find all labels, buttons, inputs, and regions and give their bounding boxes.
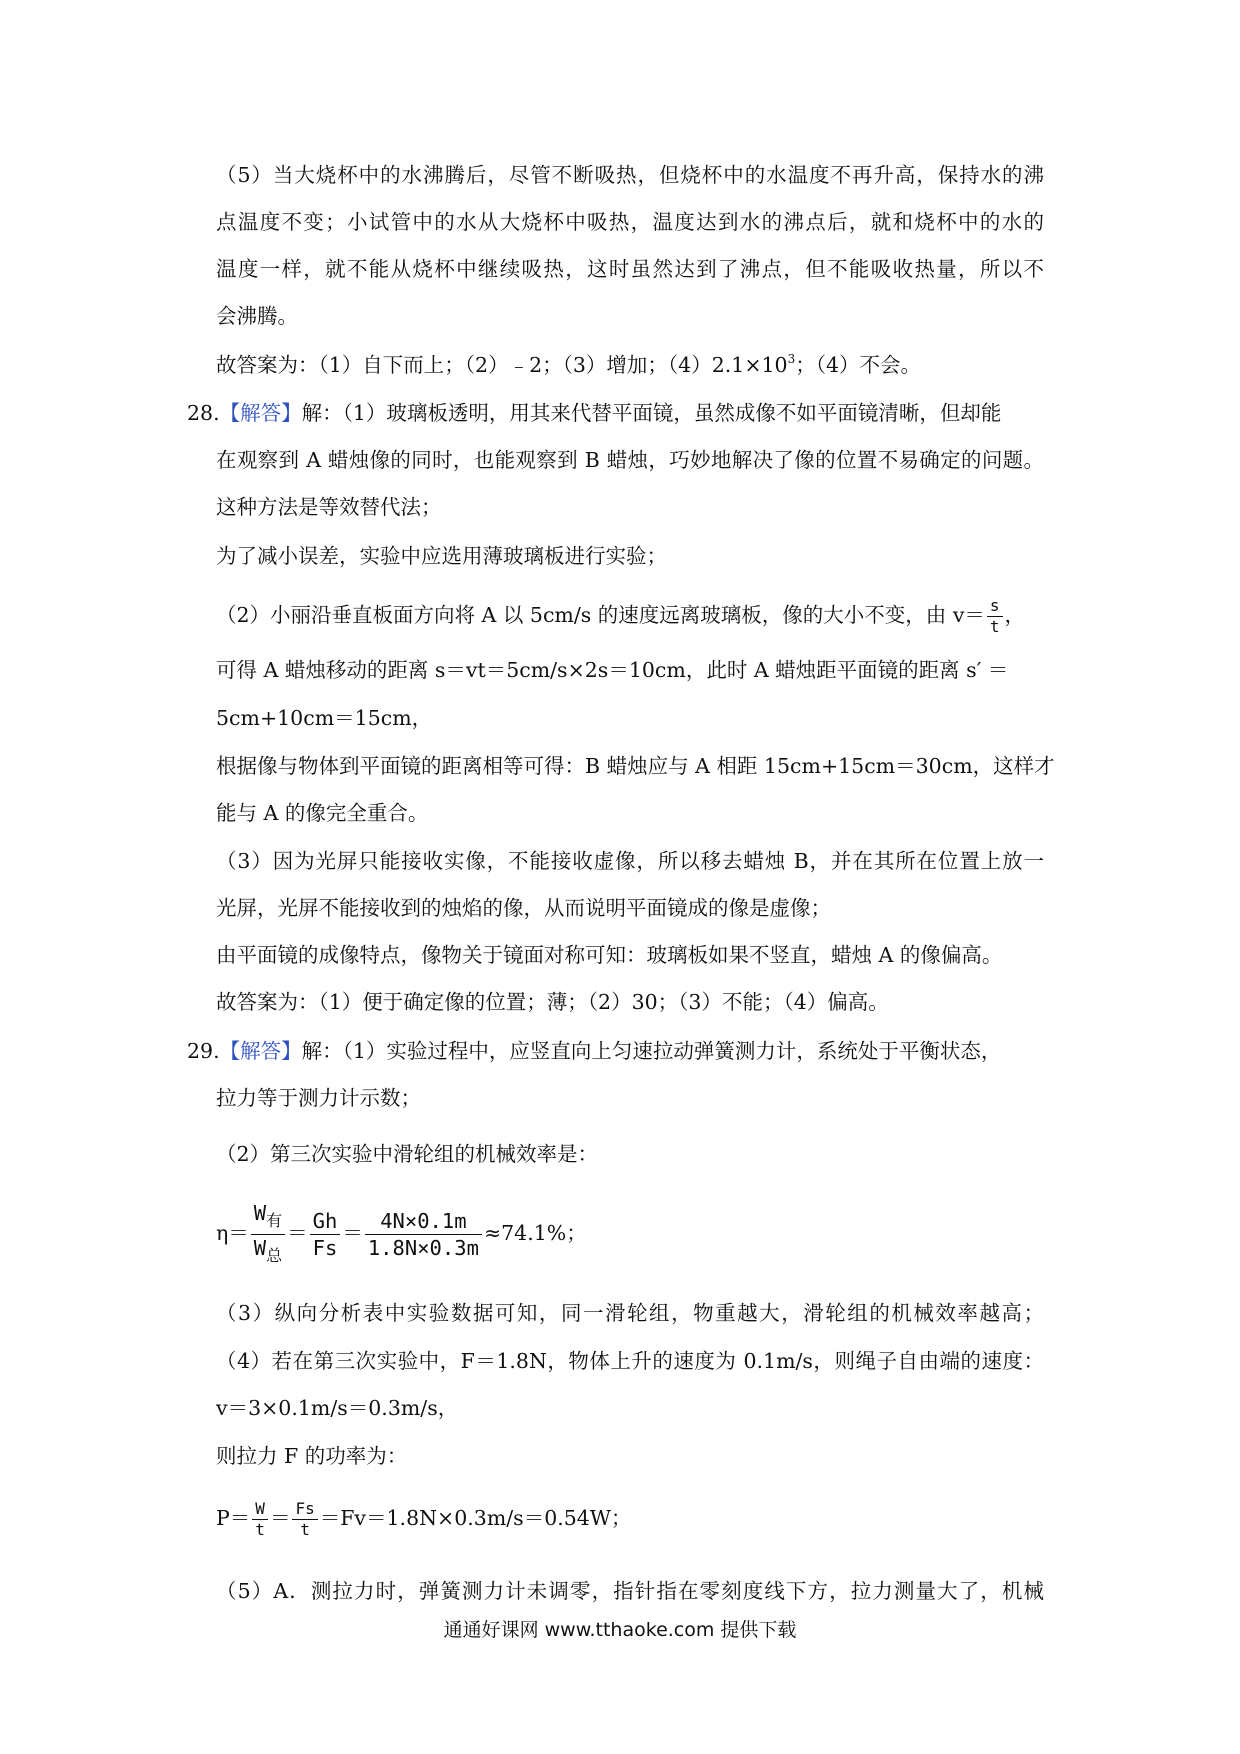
work-symbol: W [253, 1236, 267, 1260]
q29-line2: 拉力等于测力计示数； [216, 1086, 421, 1110]
work-symbol: W [253, 1201, 267, 1225]
q27-answer [216, 350, 921, 380]
q28-line12: 由平面镜的成像特点，像物关于镜面对称可知：玻璃板如果不竖直，蜡烛 A 的像偏高。 [216, 943, 1003, 967]
q29-line6: v＝3×0.1m/s＝0.3m/s， [216, 1396, 459, 1420]
q27-answer-exponent: 3 [787, 352, 796, 366]
total-subscript: 总 [266, 1246, 283, 1265]
answer-tag: 【解答】 [219, 401, 302, 425]
q28-line1 [187, 398, 1044, 428]
q27-part5-line4: 会沸腾。 [216, 304, 298, 328]
q27-part5-line3: 温度一样，就不能从烧杯中继续吸热，这时虽然达到了沸点，但不能吸收热量，所以不 [216, 257, 1044, 281]
q29-line3: （2）第三次实验中滑轮组的机械效率是： [216, 1142, 599, 1166]
fraction-denominator: t [255, 1520, 265, 1539]
page-footer: 通通好课网 www.tthaoke.com 提供下载 [443, 1619, 797, 1641]
q28-line9: 能与 A 的像完全重合。 [216, 801, 429, 825]
power-result: ＝Fv＝1.8N×0.3m/s＝0.54W； [319, 1506, 632, 1530]
q29-line7: 则拉力 F 的功率为： [216, 1444, 408, 1468]
fraction-numerator: Fs [292, 1499, 317, 1520]
q28-line13: 故答案为：（1）便于确定像的位置；薄；（2）30；（3）不能；（4）偏高。 [216, 990, 889, 1014]
equals-sign: ＝ [342, 1221, 363, 1245]
q29-line8: （5）A．测拉力时，弹簧测力计未调零，指针指在零刻度线下方，拉力测量大了，机械 [216, 1579, 1044, 1603]
fraction-denominator: t [300, 1520, 310, 1539]
fraction-numerator: s [987, 596, 1003, 617]
useful-subscript: 有 [266, 1211, 283, 1230]
efficiency-fraction-gh-fs [310, 1208, 341, 1261]
q28-line4: 为了减小误差，实验中应选用薄玻璃板进行实验； [216, 544, 667, 568]
q28-line8: 根据像与物体到平面镜的距离相等可得：B 蜡烛应与 A 相距 15cm+15cm＝30cm，这样才 [216, 754, 1055, 778]
q28-line5-text: （2）小丽沿垂直板面方向将 A 以 5cm/s 的速度远离玻璃板，像的大小不变，由 v＝ [216, 603, 985, 627]
q27-answer-tail: ；（4）不会。 [795, 353, 922, 377]
q29-line1-text: 解：（1）实验过程中，应竖直向上匀速拉动弹簧测力计，系统处于平衡状态， [301, 1039, 1002, 1063]
q28-line2: 在观察到 A 蜡烛像的同时，也能观察到 B 蜡烛，巧妙地解决了像的位置不易确定的问题。 [216, 448, 1044, 472]
q29-line4: （3）纵向分析表中实验数据可知，同一滑轮组，物重越大，滑轮组的机械效率越高； [216, 1301, 1044, 1325]
q28-line6: 可得 A 蜡烛移动的距离 s＝vt＝5cm/s×2s＝10cm，此时 A 蜡烛距平面镜的距离 s′ ＝ [216, 658, 1009, 682]
eta-symbol: η＝ [216, 1221, 249, 1245]
q29-line1 [187, 1036, 1044, 1066]
fraction-numerator: 4N×0.1m [365, 1208, 482, 1235]
fraction-denominator: 1.8N×0.3m [367, 1236, 479, 1260]
question-number-29: 29. [187, 1039, 220, 1063]
q28-line10: （3）因为光屏只能接收实像，不能接收虚像，所以移去蜡烛 B，并在其所在位置上放一 [216, 849, 1044, 873]
q28-line3: 这种方法是等效替代法； [216, 495, 442, 519]
q28-line5 [216, 596, 1044, 637]
fraction-numerator: Gh [310, 1208, 341, 1235]
fraction-numerator: W [252, 1499, 268, 1520]
speed-fraction [987, 596, 1003, 637]
q27-answer-text: 故答案为：（1）自下而上；（2）﹣2；（3）增加；（4）2.1×10 [216, 353, 788, 377]
question-number-28: 28. [187, 401, 220, 425]
q28-line5-tail: ， [1004, 603, 1026, 627]
efficiency-fraction-work [251, 1200, 285, 1269]
answer-tag: 【解答】 [219, 1039, 302, 1063]
q29-line5: （4）若在第三次实验中，F＝1.8N，物体上升的速度为 0.1m/s，则绳子自由端的速度： [216, 1349, 1044, 1373]
q27-part5-line1: （5）当大烧杯中的水沸腾后，尽管不断吸热，但烧杯中的水温度不再升高，保持水的沸 [216, 163, 1044, 187]
efficiency-fraction-values [365, 1208, 482, 1261]
q28-line1-text: 解：（1）玻璃板透明，用其来代替平面镜，虽然成像不如平面镜清晰，但却能 [301, 401, 1002, 425]
efficiency-result: ≈74.1%； [483, 1221, 587, 1245]
fraction-denominator: t [989, 617, 1000, 636]
power-fraction-wt [252, 1499, 268, 1540]
power-equation [216, 1488, 631, 1548]
q28-line11: 光屏，光屏不能接收到的烛焰的像，从而说明平面镜成的像是虚像； [216, 896, 831, 920]
equals-sign: ＝ [287, 1221, 308, 1245]
fraction-denominator: Fs [312, 1236, 338, 1260]
q27-part5-line2: 点温度不变；小试管中的水从大烧杯中吸热，温度达到水的沸点后，就和烧杯中的水的 [216, 210, 1044, 234]
power-fraction-fst [292, 1499, 317, 1540]
power-symbol: P＝ [216, 1506, 251, 1530]
q28-line7: 5cm+10cm＝15cm， [216, 706, 433, 730]
equals-sign: ＝ [269, 1506, 291, 1530]
efficiency-equation [216, 1200, 587, 1269]
